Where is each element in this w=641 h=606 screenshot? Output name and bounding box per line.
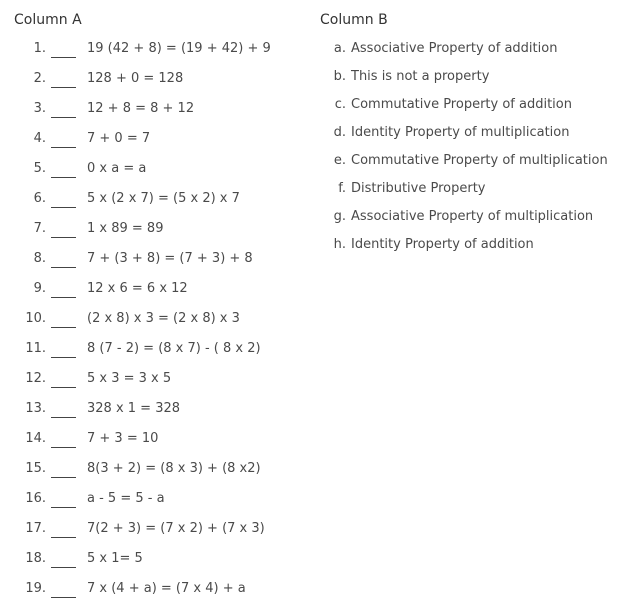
column-a-item (0, 131, 300, 151)
column-a-item (0, 431, 300, 451)
answer-blank[interactable] (51, 417, 76, 418)
expression-text: 19 (42 + 8) = (19 + 42) + 9 (87, 41, 271, 56)
column-a-item (0, 461, 300, 481)
expression-text: a - 5 = 5 - a (87, 491, 165, 506)
item-number: 11. (25, 341, 46, 356)
column-a-item (0, 371, 300, 391)
column-a-item (0, 341, 300, 361)
answer-blank[interactable] (51, 507, 76, 508)
expression-text: 12 + 8 = 8 + 12 (87, 101, 195, 116)
property-text: Associative Property of addition (351, 41, 558, 56)
item-letter: g. (333, 209, 346, 224)
column-a-item (0, 281, 300, 301)
expression-text: 328 x 1 = 328 (87, 401, 181, 416)
item-letter: h. (333, 237, 346, 252)
column-a-item (0, 71, 300, 91)
property-text: Identity Property of addition (351, 237, 534, 252)
item-number: 10. (25, 311, 46, 326)
column-a-item (0, 491, 300, 511)
item-letter: c. (334, 97, 346, 112)
expression-text: 7 x (4 + a) = (7 x 4) + a (87, 581, 246, 596)
answer-blank[interactable] (51, 357, 76, 358)
expression-text: 0 x a = a (87, 161, 147, 176)
expression-text: 12 x 6 = 6 x 12 (87, 281, 188, 296)
answer-blank[interactable] (51, 87, 76, 88)
expression-text: 7 + (3 + 8) = (7 + 3) + 8 (87, 251, 253, 266)
answer-blank[interactable] (51, 477, 76, 478)
item-letter: e. (333, 153, 346, 168)
item-letter: d. (333, 125, 346, 140)
item-number: 18. (25, 551, 46, 566)
column-a-item (0, 101, 300, 121)
property-text: This is not a property (351, 69, 490, 84)
answer-blank[interactable] (51, 447, 76, 448)
expression-text: 7(2 + 3) = (7 x 2) + (7 x 3) (87, 521, 265, 536)
expression-text: 1 x 89 = 89 (87, 221, 164, 236)
answer-blank[interactable] (51, 297, 76, 298)
column-a-item (0, 251, 300, 271)
column-a-heading: Column A (14, 12, 82, 28)
item-number: 1. (33, 41, 46, 56)
item-letter: b. (333, 69, 346, 84)
item-number: 16. (25, 491, 46, 506)
column-a-item (0, 221, 300, 241)
answer-blank[interactable] (51, 267, 76, 268)
expression-text: 7 + 0 = 7 (87, 131, 151, 146)
expression-text: 8(3 + 2) = (8 x 3) + (8 x2) (87, 461, 261, 476)
column-a-item (0, 311, 300, 331)
item-number: 14. (25, 431, 46, 446)
expression-text: 5 x 1= 5 (87, 551, 143, 566)
column-b-heading: Column B (320, 12, 388, 28)
item-number: 12. (25, 371, 46, 386)
item-letter: a. (333, 41, 346, 56)
expression-text: 128 + 0 = 128 (87, 71, 184, 86)
answer-blank[interactable] (51, 567, 76, 568)
item-number: 6. (33, 191, 46, 206)
expression-text: 7 + 3 = 10 (87, 431, 159, 446)
item-number: 2. (33, 71, 46, 86)
answer-blank[interactable] (51, 57, 76, 58)
column-a-item (0, 521, 300, 541)
item-number: 15. (25, 461, 46, 476)
item-number: 9. (33, 281, 46, 296)
answer-blank[interactable] (51, 537, 76, 538)
expression-text: 5 x 3 = 3 x 5 (87, 371, 172, 386)
item-number: 19. (25, 581, 46, 596)
item-number: 4. (33, 131, 46, 146)
column-a-item (0, 581, 300, 601)
column-a-item (0, 401, 300, 421)
answer-blank[interactable] (51, 237, 76, 238)
item-number: 8. (33, 251, 46, 266)
column-a-item (0, 41, 300, 61)
item-letter: f. (338, 181, 346, 196)
item-number: 13. (25, 401, 46, 416)
property-text: Commutative Property of addition (351, 97, 572, 112)
item-number: 7. (33, 221, 46, 236)
expression-text: 8 (7 - 2) = (8 x 7) - ( 8 x 2) (87, 341, 261, 356)
expression-text: 5 x (2 x 7) = (5 x 2) x 7 (87, 191, 240, 206)
answer-blank[interactable] (51, 177, 76, 178)
column-a-item (0, 551, 300, 571)
answer-blank[interactable] (51, 147, 76, 148)
property-text: Associative Property of multiplication (351, 209, 594, 224)
column-a-item (0, 161, 300, 181)
answer-blank[interactable] (51, 597, 76, 598)
item-number: 17. (25, 521, 46, 536)
property-text: Distributive Property (351, 181, 486, 196)
answer-blank[interactable] (51, 117, 76, 118)
answer-blank[interactable] (51, 327, 76, 328)
property-text: Identity Property of multiplication (351, 125, 570, 140)
item-number: 3. (33, 101, 46, 116)
property-text: Commutative Property of multiplication (351, 153, 608, 168)
answer-blank[interactable] (51, 387, 76, 388)
expression-text: (2 x 8) x 3 = (2 x 8) x 3 (87, 311, 240, 326)
answer-blank[interactable] (51, 207, 76, 208)
column-a-item (0, 191, 300, 211)
item-number: 5. (33, 161, 46, 176)
